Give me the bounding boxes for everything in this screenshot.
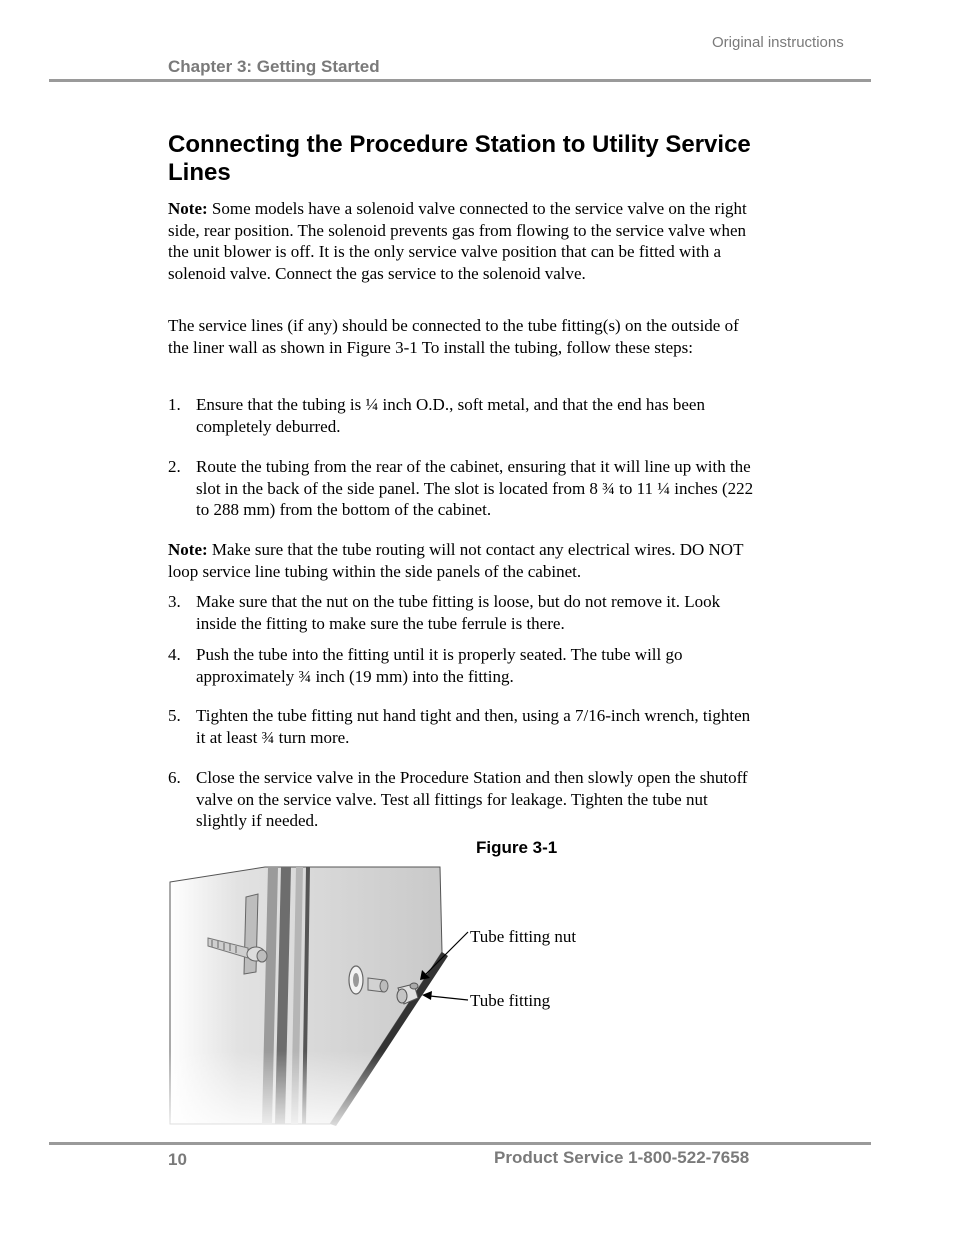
page-number: 10 — [168, 1150, 187, 1169]
step-number: 2. — [168, 457, 181, 476]
footer-divider — [49, 1142, 871, 1145]
note-label: Note: — [168, 540, 208, 559]
note-paragraph-2 — [168, 539, 758, 582]
intro-paragraph: The service lines (if any) should be connected to the tube fitting(s) on the outside of the liner wall as shown in Figure 3-1 To install the tubing, follow these steps: — [168, 316, 739, 357]
step-text: Close the service valve in the Procedure Station and then slowly open the shutoff valve on the service valve. Test all fittings for leakage. Tighten the tube nut slightly if needed. — [196, 768, 748, 831]
step-number: 6. — [168, 768, 181, 787]
step-number: 3. — [168, 592, 181, 611]
step-number: 4. — [168, 645, 181, 664]
note-label: Note: — [168, 199, 208, 218]
header-divider — [49, 79, 871, 82]
chapter-header: Chapter 3: Getting Started — [168, 57, 380, 76]
step-text: Push the tube into the fitting until it is properly seated. The tube will go approximately ¾ inch (19 mm) into the fitting. — [196, 645, 683, 686]
step-number: 5. — [168, 706, 181, 725]
section-title: Connecting the Procedure Station to Utility Service Lines — [168, 131, 751, 186]
label-tube-fitting: Tube fitting — [470, 991, 551, 1010]
product-service-phone: Product Service 1-800-522-7658 — [494, 1148, 750, 1167]
step-text: Tighten the tube fitting nut hand tight and then, using a 7/16-inch wrench, tighten it at least ¾ turn more. — [196, 706, 751, 747]
step-text: Ensure that the tubing is ¼ inch O.D., soft metal, and that the end has been completely deburred. — [196, 395, 705, 436]
original-instructions-label: Original instructions — [712, 34, 844, 51]
note-text: Make sure that the tube routing will not contact any electrical wires. DO NOT loop service line tubing within the side panels of the cabinet. — [168, 540, 744, 581]
figure-caption: Figure 3-1 — [476, 838, 558, 857]
note-text: Some models have a solenoid valve connected to the service valve on the right side, rear position. The solenoid prevents gas from flowing to the service valve when the unit blower is off. It is the only service valve position that can be fitted with a solenoid valve. Connect the gas service to the solenoid valve. — [168, 199, 747, 283]
label-tube-fitting-nut: Tube fitting nut — [470, 927, 577, 946]
note-paragraph-1 — [168, 198, 758, 284]
step-number: 1. — [168, 395, 181, 414]
step-text: Route the tubing from the rear of the cabinet, ensuring that it will line up with the slot in the back of the side panel. The slot is located from 8 ¾ to 11 ¼ inches (222 to 288 mm) from the bottom of the cabinet. — [196, 457, 754, 520]
step-text: Make sure that the nut on the tube fitting is loose, but do not remove it. Look inside the fitting to make sure the tube ferrule is there. — [196, 592, 721, 633]
